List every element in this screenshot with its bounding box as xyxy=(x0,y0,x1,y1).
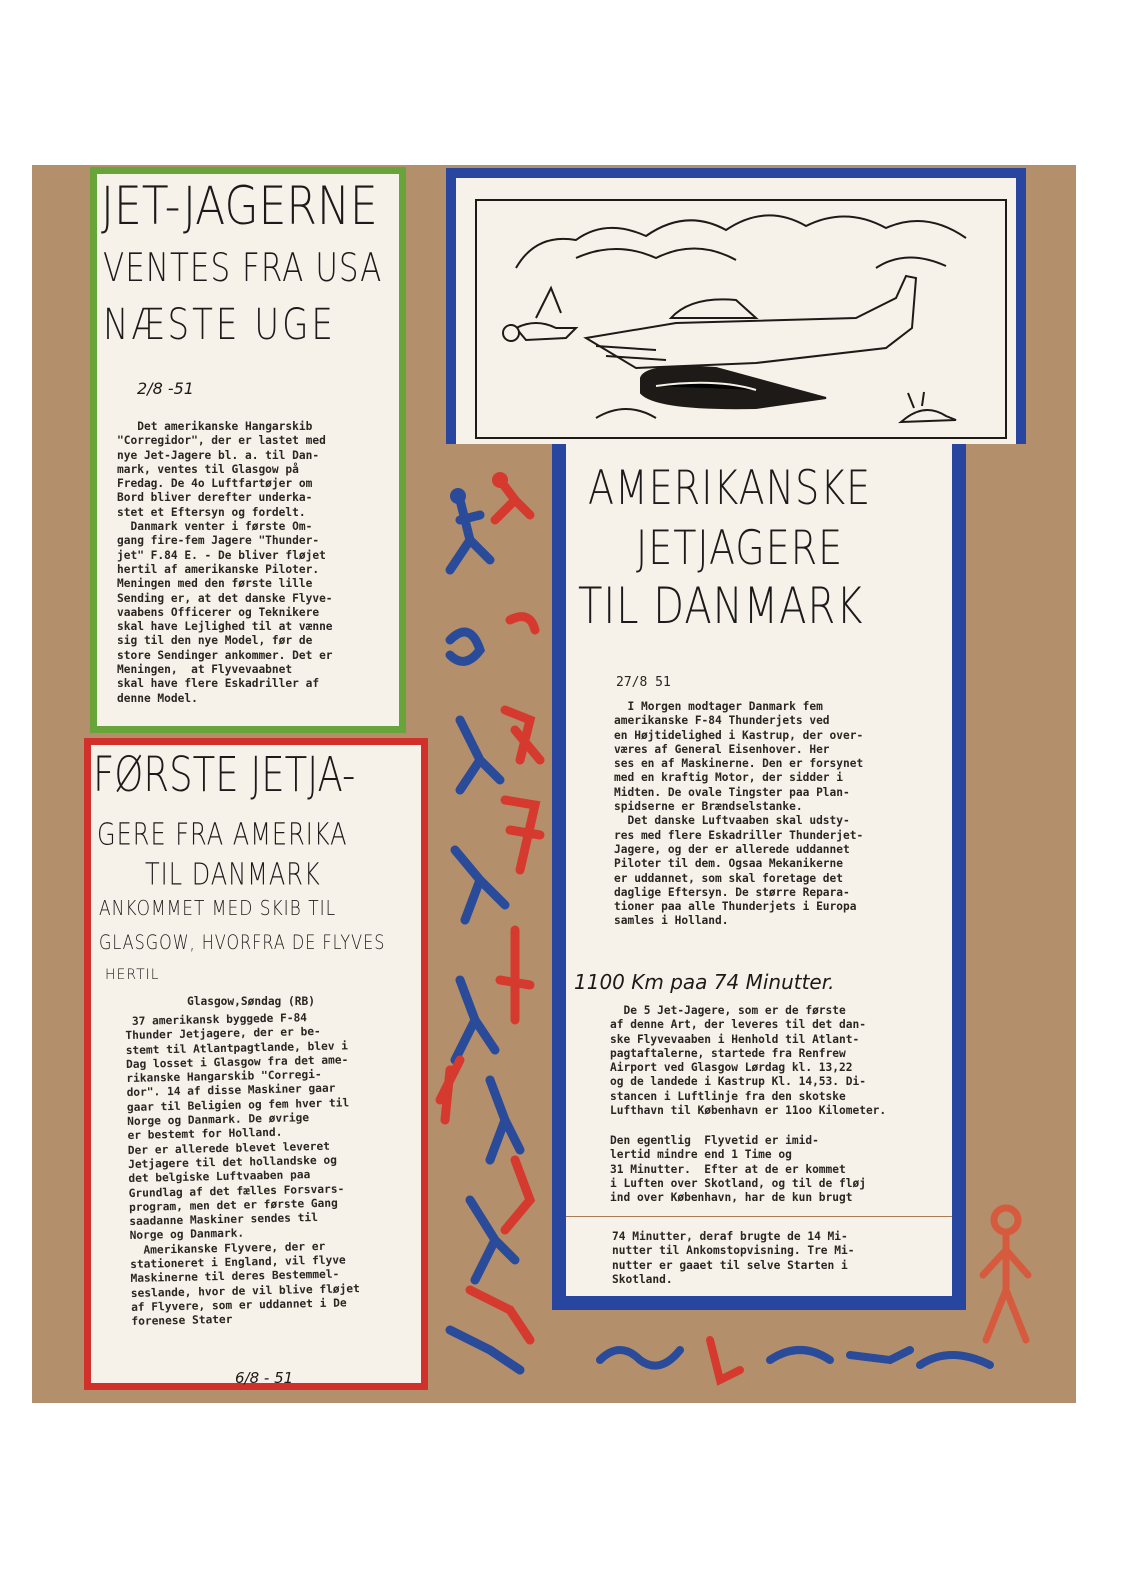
article-dateline: Glasgow,Søndag (RB) xyxy=(187,995,315,1008)
drawing-svg xyxy=(456,178,1016,454)
headline-line-2: VENTES FRA USA xyxy=(103,246,383,291)
headline-line-1: JET-JAGERNE xyxy=(101,176,378,238)
headline-line-3: TIL DANMARK xyxy=(578,578,864,636)
headline-line-2: GERE FRA AMERIKA xyxy=(97,817,348,852)
clipping-date: 2/8 -51 xyxy=(137,379,194,398)
article-subheadline: 1100 Km paa 74 Minutter. xyxy=(574,970,835,994)
clipping-cut-line xyxy=(566,1216,952,1217)
headline-line-3: TIL DANMARK xyxy=(145,857,321,892)
article-body-part-1: I Morgen modtager Danmark fem amerikanske F-84 Thunderjets ved en Højtidelighed i Kastrup, der over- væres af General Eisenhover. Her ses en af Maskinerne. Den er forsynet med en kraftig Motor, der sidder i Midten. De ovale Tingster paa Plan- spidserne er Brændselstanke. Det danske Luftvaaben skal udsty- res med flere Eskadriller Thunderjet- Jagere, og der er allerede uddannet Piloter til dem. Ogsaa Mekanikerne er uddannet, som skal foretage det daglige Eftersyn. De større Repara- tioner paa alle Thunderjets i Europa samles i Holland. xyxy=(614,700,864,928)
headline-line-2: JETJAGERE xyxy=(636,520,844,575)
painted-stick-figures-column xyxy=(420,460,560,1390)
subheadline-line-2: GLASGOW, HVORFRA DE FLYVES xyxy=(99,931,386,954)
headline-line-1: FØRSTE JETJA- xyxy=(93,747,356,803)
painted-stick-figure-standing xyxy=(968,1200,1038,1350)
jet-fighter-drawing xyxy=(446,168,1026,444)
small-bird-plane xyxy=(503,288,576,341)
article-body: 37 amerikansk byggede F-84 Thunder Jetjagere, der er be- stemt til Atlantpagtlande, blev i Dag losset i Glasgow fra det ame- rikanske Hangarskib "Corregi- dor". 14 af disse Maskiner gaar gaar til Beligien og fem hver til Norge og Danmark. De øvrige er bestemt for Holland. Der er allerede blevet leveret Jetjagere til det hollandske og det belgiske Luftvaaben paa Grundlag af det fælles Forsvars- program, men det er første Gang saadanne Maskiner sendes til Norge og Danmark. Amerikanske Flyvere, der er stationeret i England, vil flyve Maskinerne til deres Bestemmel- seslande, hvor de vil blive fløjet af Flyvere, som er uddannet i De forenese Stater xyxy=(125,1011,360,1329)
headline-line-1: AMERIKANSKE xyxy=(588,460,872,515)
article-body-part-4: 74 Minutter, deraf brugte de 14 Mi- nutter til Ankomstopvisning. Tre Mi- nutter er gaaet til selve Starten i Skotland. xyxy=(612,1230,855,1286)
subheadline-line-1: ANKOMMET MED SKIB TIL xyxy=(99,897,337,921)
article-body: Det amerikanske Hangarskib "Corregidor", der er lastet med nye Jet-Jagere bl. a. til Dan- mark, ventes til Glasgow på Fredag. De 4o Luftfartøjer om Bord bliver derefter underka- stet et Eftersyn og fordelt. Danmark venter i første Om- gang fire-fem Jagere "Thunder- jet" F.84 E. - De bliver fløjet hertil af amerikanske Piloter. Meningen med den første lille Sending er, at det danske Flyve- vaabens Officerer og Teknikere skal have Lejlighed til at vænne sig til den nye Model, før de store Sendinger ankommer. Det er Meningen, at Flyvevaabnet skal have flere Eskadriller af denne Model. xyxy=(117,420,333,705)
clipping-amerikanske-jetjagere xyxy=(552,444,966,1310)
jet-plane xyxy=(586,276,916,408)
article-body-part-2: De 5 Jet-Jagere, som er de første af denne Art, der leveres til det dan- ske Flyvevaaben i Henhold til Atlant- pagtaftalerne, startede fra Renfrew Airport ved Glasgow Lørdag kl. 13,22 og de landede i Kastrup Kl. 14,53. Di- stancen i Luftlinje fra den skotske Lufthavn til København er 11oo Kilometer. xyxy=(610,1004,887,1118)
snail xyxy=(901,392,956,422)
clipping-foerste-jetjagere xyxy=(84,738,428,1390)
clipping-date: 27/8 51 xyxy=(616,675,671,690)
painted-stick-figures-row xyxy=(590,1320,1010,1400)
headline-line-3: NÆSTE UGE xyxy=(103,300,336,350)
article-body-part-3: Den egentlig Flyvetid er imid- lertid mindre end 1 Time og 31 Minutter. Efter at de er kommet i Luften over Skotland, og til de fløj ind over København, har de kun brugt xyxy=(610,1134,866,1205)
clipping-jet-jagerne xyxy=(90,167,406,733)
clipping-date: 6/8 - 51 xyxy=(235,1369,294,1387)
subheadline-line-3: HERTIL xyxy=(105,967,160,983)
